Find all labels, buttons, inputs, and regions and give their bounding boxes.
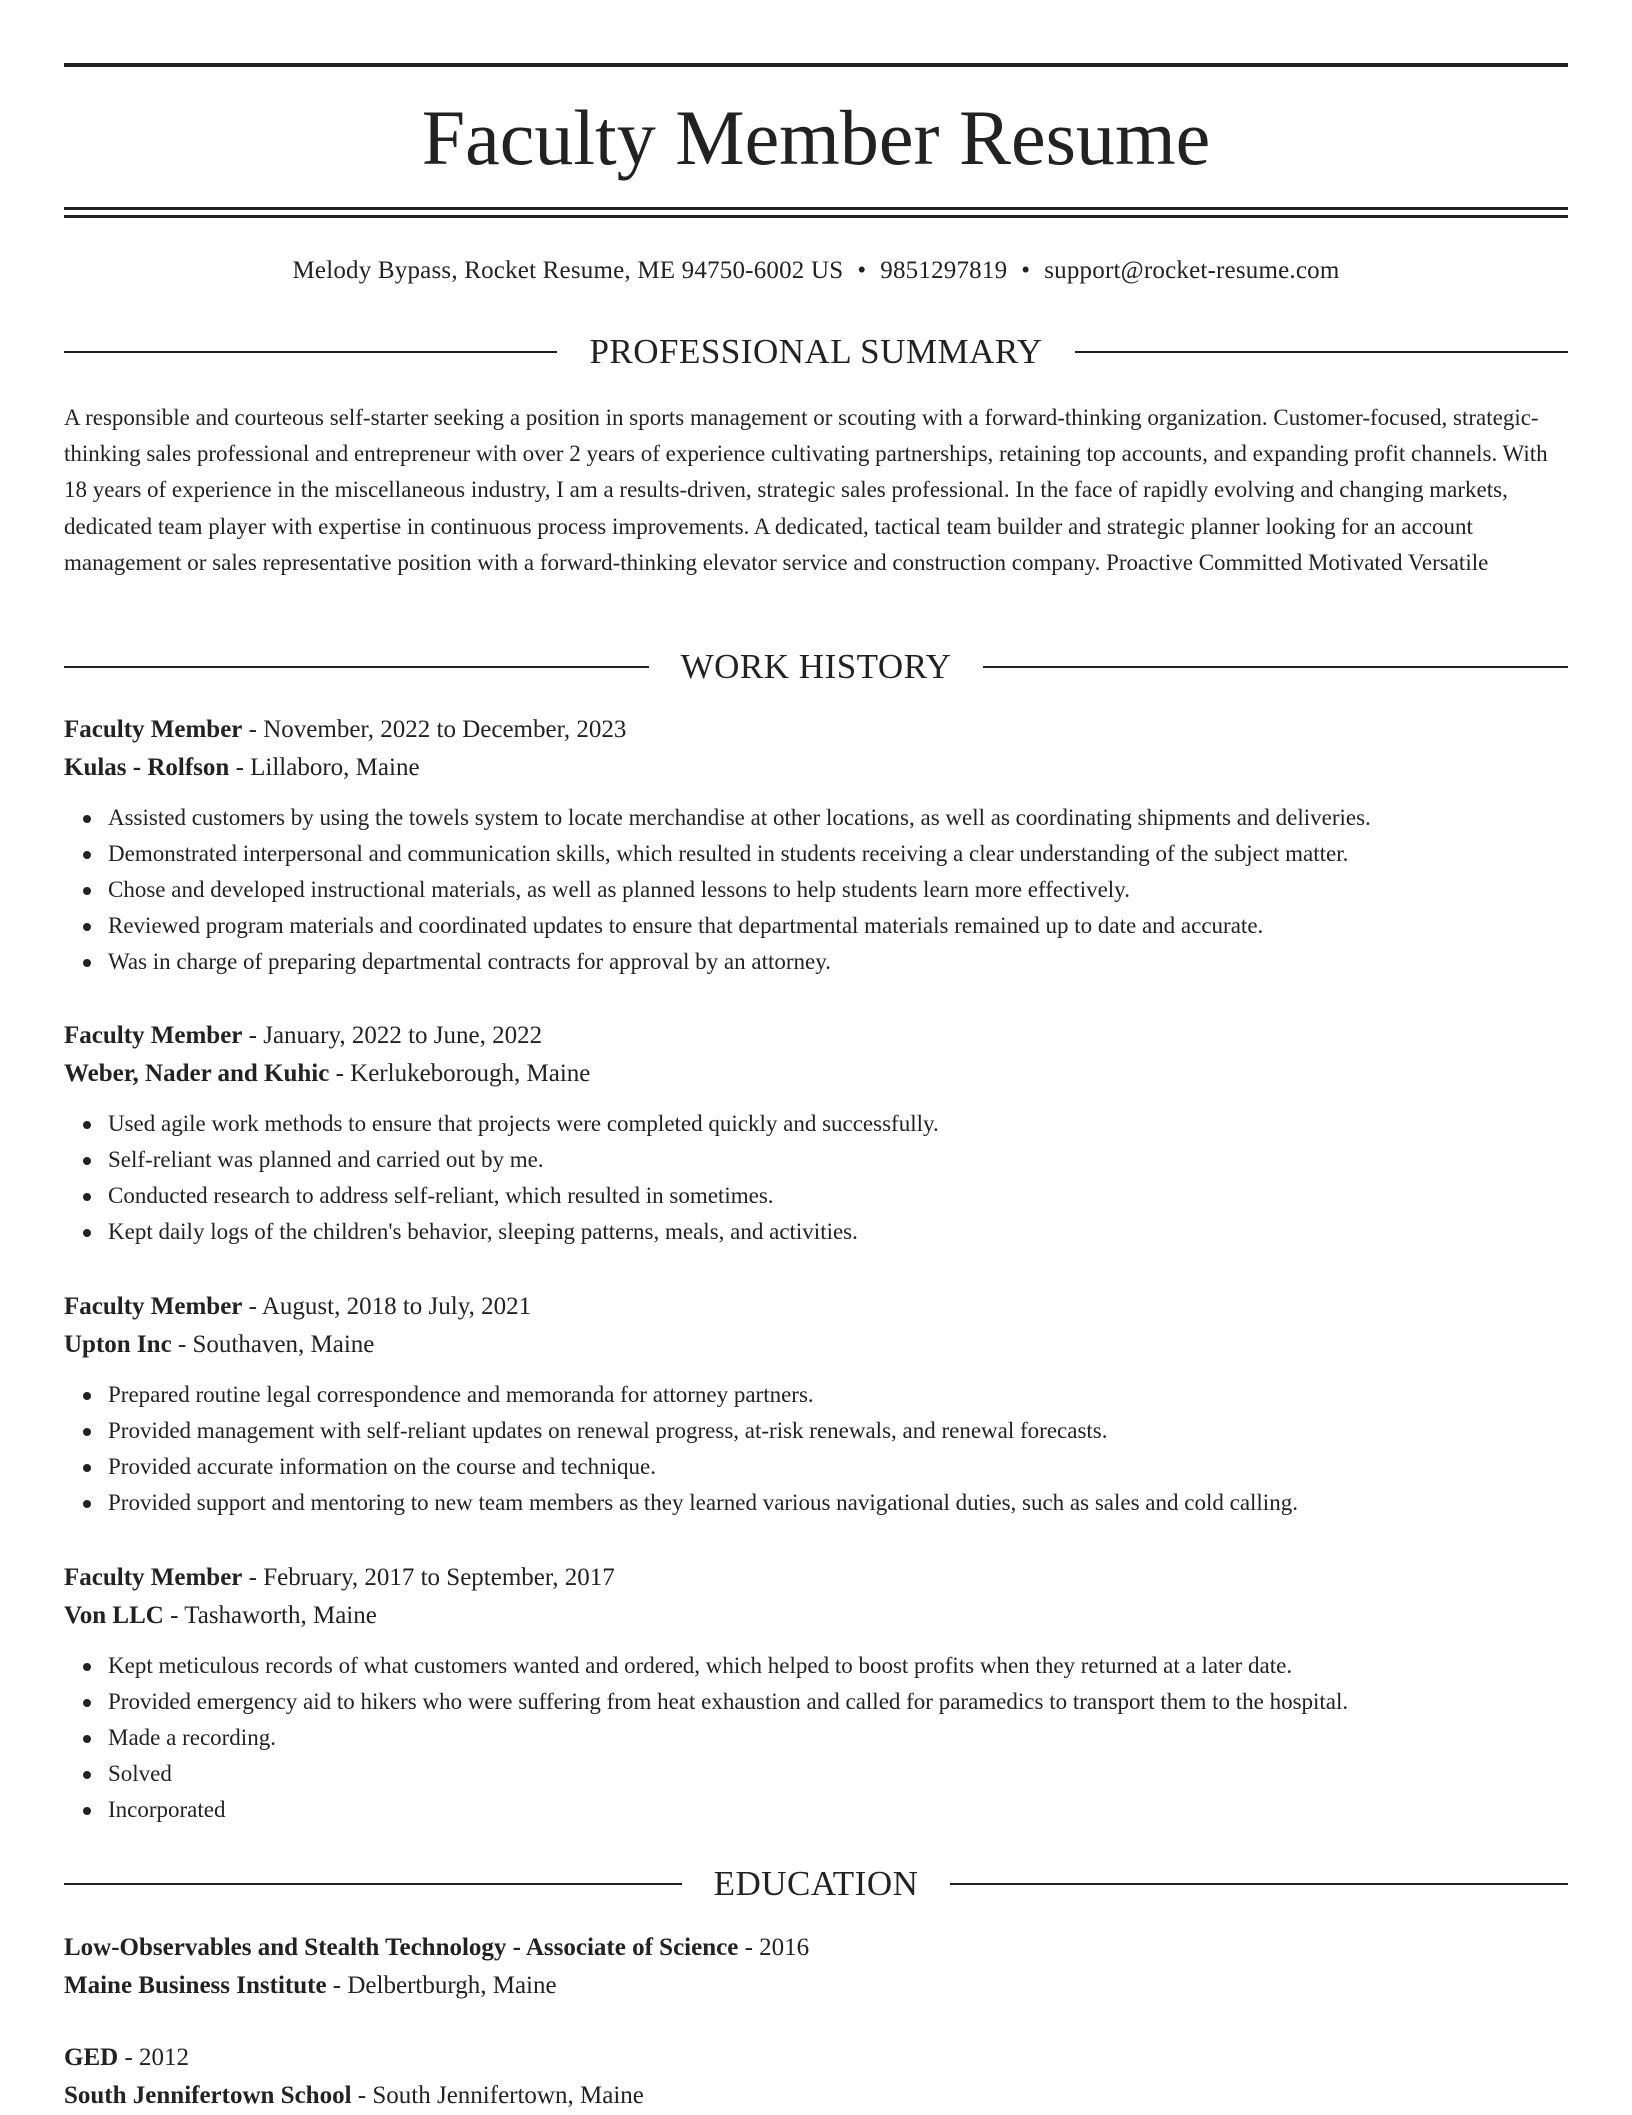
job-dates: - November, 2022 to December, 2023 xyxy=(242,716,627,743)
education-school-line xyxy=(64,2077,1568,2115)
title-rule-upper xyxy=(64,207,1568,210)
education-degree: Low-Observables and Stealth Technology - Associate of Science xyxy=(64,1934,739,1961)
education-entry xyxy=(64,1929,1568,2005)
education-school: Maine Business Institute xyxy=(64,1972,327,1999)
education-heading-label: EDUCATION xyxy=(713,1864,919,1903)
heading-rule xyxy=(1075,351,1568,353)
job-company-line xyxy=(64,1055,1568,1093)
job-duties-list xyxy=(64,1377,1568,1521)
list-item: Chose and developed instructional materials, as well as planned lessons to help students learn more effectively. xyxy=(108,872,1568,908)
contact-line xyxy=(64,254,1568,288)
list-item: Provided support and mentoring to new team members as they learned various navigational duties, such as sales and cold calling. xyxy=(108,1485,1568,1521)
heading-rule xyxy=(64,351,557,353)
list-item: Used agile work methods to ensure that projects were completed quickly and successfully. xyxy=(108,1106,1568,1142)
job-dates: - February, 2017 to September, 2017 xyxy=(242,1564,615,1591)
work-history-heading xyxy=(64,645,1568,689)
list-item: Provided accurate information on the course and technique. xyxy=(108,1449,1568,1485)
education-school-line xyxy=(64,1967,1568,2005)
top-rule xyxy=(64,63,1568,67)
job-company: Upton Inc xyxy=(64,1331,172,1358)
job-duties-list xyxy=(64,1106,1568,1250)
list-item: Incorporated xyxy=(108,1792,1568,1828)
education-year: - 2016 xyxy=(738,1934,810,1961)
job-dates: - January, 2022 to June, 2022 xyxy=(242,1022,543,1049)
page-title: Faculty Member Resume xyxy=(421,94,1211,181)
education-entry xyxy=(64,2039,1568,2115)
summary-heading xyxy=(64,330,1568,374)
job-entry xyxy=(64,1017,1568,1250)
education-degree-line xyxy=(64,2039,1568,2077)
contact-address: Melody Bypass, Rocket Resume, ME 94750-6002 US xyxy=(292,257,844,284)
summary-text: A responsible and courteous self-starter seeking a position in sports management or scouting with a forward-thinking organization. Customer-focused, strategic-thinking sales professional and entrepreneur with over 2 years of experience cultivating partnerships, retaining top accounts, and expanding profit channels. With 18 years of experience in the miscellaneous industry, I am a results-driven, strategic sales professional. In the face of rapidly evolving and changing markets, dedicated team player with expertise in continuous process improvements. A dedicated, tactical team builder and strategic planner looking for an account management or sales representative position with a forward-thinking elevator service and construction company. Proactive Committed Motivated Versatile xyxy=(64,405,1548,575)
job-title-line xyxy=(64,1559,1568,1597)
job-entry xyxy=(64,711,1568,980)
job-company: Von LLC xyxy=(64,1602,164,1629)
job-title: Faculty Member xyxy=(64,1564,243,1591)
list-item: Was in charge of preparing departmental contracts for approval by an attorney. xyxy=(108,944,1568,980)
list-item: Provided emergency aid to hikers who were suffering from heat exhaustion and called for paramedics to transport them to the hospital. xyxy=(108,1684,1568,1720)
summary-heading-label: PROFESSIONAL SUMMARY xyxy=(589,332,1043,371)
job-duties-list xyxy=(64,1648,1568,1828)
job-title-line xyxy=(64,711,1568,749)
job-company-line xyxy=(64,1326,1568,1364)
education-year: - 2012 xyxy=(118,2044,190,2071)
job-duties-list xyxy=(64,800,1568,980)
work-history-heading-label: WORK HISTORY xyxy=(680,647,952,686)
job-entry xyxy=(64,1288,1568,1521)
title-rule-lower xyxy=(64,215,1568,218)
heading-rule xyxy=(950,1883,1568,1885)
job-location: - Lillaboro, Maine xyxy=(229,754,420,781)
job-title: Faculty Member xyxy=(64,1022,243,1049)
heading-rule xyxy=(64,1883,682,1885)
list-item: Demonstrated interpersonal and communication skills, which resulted in students receiving a clear understanding of the subject matter. xyxy=(108,836,1568,872)
list-item: Solved xyxy=(108,1756,1568,1792)
education-school: South Jennifertown School xyxy=(64,2082,352,2109)
job-location: - Tashaworth, Maine xyxy=(163,1602,377,1629)
contact-phone: 9851297819 xyxy=(880,257,1008,284)
list-item: Self-reliant was planned and carried out by me. xyxy=(108,1142,1568,1178)
job-company-line xyxy=(64,749,1568,787)
heading-rule xyxy=(983,666,1568,668)
job-company-line xyxy=(64,1597,1568,1635)
list-item: Prepared routine legal correspondence and memoranda for attorney partners. xyxy=(108,1377,1568,1413)
job-title-line xyxy=(64,1017,1568,1055)
education-location: - Delbertburgh, Maine xyxy=(326,1972,557,1999)
job-title: Faculty Member xyxy=(64,716,243,743)
contact-email: support@rocket-resume.com xyxy=(1044,257,1340,284)
list-item: Made a recording. xyxy=(108,1720,1568,1756)
job-dates: - August, 2018 to July, 2021 xyxy=(242,1293,532,1320)
education-degree-line xyxy=(64,1929,1568,1967)
job-location: - Kerlukeborough, Maine xyxy=(329,1060,591,1087)
job-company: Weber, Nader and Kuhic xyxy=(64,1060,330,1087)
list-item: Kept meticulous records of what customers wanted and ordered, which helped to boost profits when they returned at a later date. xyxy=(108,1648,1568,1684)
job-title: Faculty Member xyxy=(64,1293,243,1320)
list-item: Kept daily logs of the children's behavior, sleeping patterns, meals, and activities. xyxy=(108,1214,1568,1250)
list-item: Conducted research to address self-reliant, which resulted in sometimes. xyxy=(108,1178,1568,1214)
education-location: - South Jennifertown, Maine xyxy=(351,2082,644,2109)
contact-separator: • xyxy=(857,257,867,284)
job-title-line xyxy=(64,1288,1568,1326)
list-item: Provided management with self-reliant updates on renewal progress, at-risk renewals, and renewal forecasts. xyxy=(108,1413,1568,1449)
list-item: Assisted customers by using the towels system to locate merchandise at other locations, as well as coordinating shipments and deliveries. xyxy=(108,800,1568,836)
heading-rule xyxy=(64,666,649,668)
job-company: Kulas - Rolfson xyxy=(64,754,230,781)
list-item: Reviewed program materials and coordinated updates to ensure that departmental materials remained up to date and accurate. xyxy=(108,908,1568,944)
contact-separator: • xyxy=(1021,257,1031,284)
education-degree: GED xyxy=(64,2044,119,2071)
education-heading xyxy=(64,1862,1568,1906)
job-entry xyxy=(64,1559,1568,1828)
job-location: - Southaven, Maine xyxy=(171,1331,375,1358)
